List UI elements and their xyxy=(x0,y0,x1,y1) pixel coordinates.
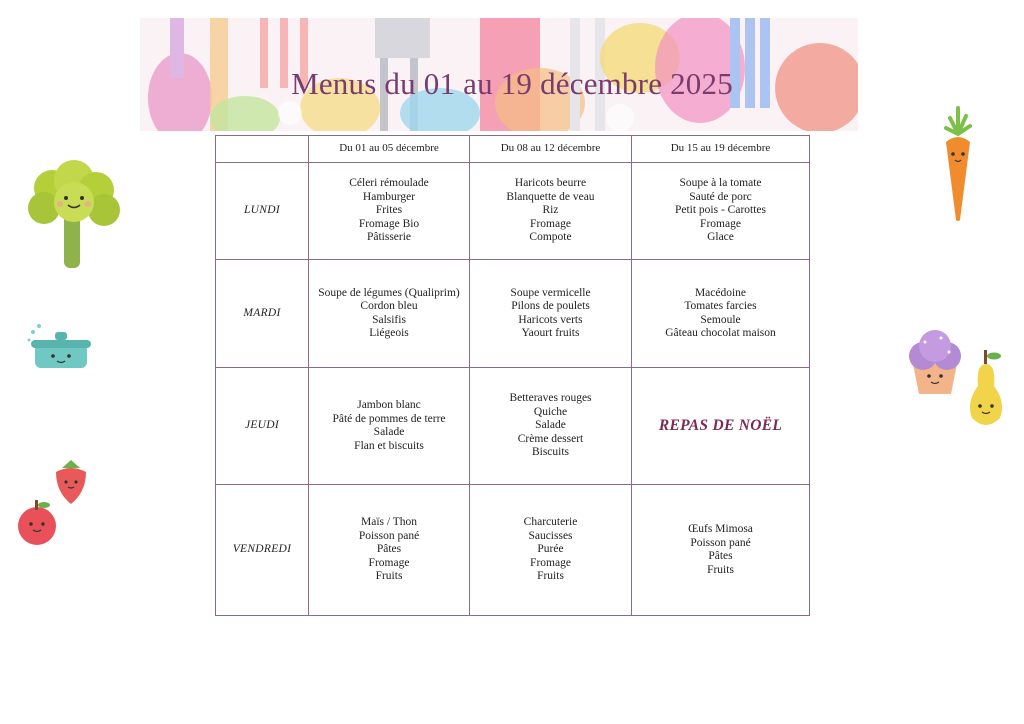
menu-item: Pilons de poulets xyxy=(511,300,590,312)
menu-item: Frites xyxy=(375,204,403,217)
apple-icon xyxy=(14,496,60,551)
menu-cell xyxy=(309,485,470,616)
menu-item: Pâté de pommes de terre xyxy=(332,412,446,425)
menu-item: Maïs / Thon xyxy=(360,516,417,529)
menu-item: Macédoine xyxy=(694,286,747,299)
cooking-pot-icon xyxy=(25,322,93,379)
menu-item: Fromage xyxy=(530,556,571,569)
menu-item: Salade xyxy=(373,426,405,438)
menu-cell xyxy=(470,260,632,368)
menu-item: Hamburger xyxy=(362,190,416,203)
menu-item: Flan et biscuits xyxy=(354,439,424,452)
menu-item: Semoule xyxy=(700,313,741,326)
table-header-row xyxy=(216,136,810,163)
menu-item: Fromage Bio xyxy=(358,217,420,230)
menu-item: Yaourt fruits xyxy=(521,327,580,339)
week-header: Du 15 au 19 décembre xyxy=(632,136,810,163)
menu-cell xyxy=(309,163,470,260)
menu-item: Fromage xyxy=(700,217,741,230)
menu-item: Fruits xyxy=(375,570,403,583)
cupcake-icon xyxy=(903,328,967,403)
menu-item: Céleri rémoulade xyxy=(349,177,429,190)
corner-cell xyxy=(216,136,309,163)
menu-item: Fromage xyxy=(530,217,571,230)
day-label: MARDI xyxy=(216,260,309,368)
menu-item: Crème dessert xyxy=(517,432,584,445)
menu-item: Poisson pané xyxy=(358,529,420,542)
menu-item: Salade xyxy=(535,419,566,432)
day-label: JEUDI xyxy=(216,368,309,485)
menu-item: Biscuits xyxy=(531,446,570,459)
menu-item: Liégeois xyxy=(369,327,409,339)
menu-cell xyxy=(632,368,810,485)
day-label: VENDREDI xyxy=(216,485,309,616)
menu-cell xyxy=(470,368,632,485)
menu-item: Riz xyxy=(542,204,559,217)
menu-cell xyxy=(470,485,632,616)
menu-item: Cordon bleu xyxy=(360,300,418,312)
menu-item: Pâtisserie xyxy=(366,231,412,244)
page-title: Menus du 01 au 19 décembre 2025 xyxy=(291,66,733,101)
menu-cell xyxy=(632,485,810,616)
menu-cell xyxy=(309,260,470,368)
broccoli-icon xyxy=(22,158,126,277)
menu-item: Pâtes xyxy=(376,543,402,556)
menu-table xyxy=(215,135,810,616)
table-row xyxy=(216,368,810,485)
menu-item: Soupe à la tomate xyxy=(679,177,762,190)
pear-icon xyxy=(964,346,1008,437)
week-header: Du 08 au 12 décembre xyxy=(470,136,632,163)
menu-item: Blanquette de veau xyxy=(506,190,595,203)
menu-item: Saucisses xyxy=(528,529,573,542)
menu-item: Soupe de légumes (Qualiprim) xyxy=(318,286,460,299)
menu-item: Salsifis xyxy=(372,313,406,326)
day-label: LUNDI xyxy=(216,163,309,260)
menu-item: Jambon blanc xyxy=(357,399,421,411)
menu-item: Pâtes xyxy=(708,550,733,562)
menu-item: Fruits xyxy=(537,570,564,583)
menu-item: Haricots beurre xyxy=(514,177,587,190)
christmas-meal-label: REPAS DE NOËL xyxy=(658,417,783,435)
menu-cell xyxy=(309,368,470,485)
menu-item: Tomates farcies xyxy=(684,300,757,312)
menu-item: Glace xyxy=(707,231,734,244)
table-row xyxy=(216,163,810,260)
week-header: Du 01 au 05 décembre xyxy=(309,136,470,163)
menu-item: Fromage xyxy=(368,556,410,569)
menu-item: Poisson pané xyxy=(690,536,751,549)
menu-item: Haricots verts xyxy=(518,313,583,326)
menu-item: Fruits xyxy=(707,563,734,576)
carrot-icon xyxy=(938,104,978,227)
menu-item: Gâteau chocolat maison xyxy=(665,327,776,339)
menu-cell xyxy=(632,260,810,368)
menu-item: Sauté de porc xyxy=(689,190,752,203)
menu-item: Purée xyxy=(537,543,564,556)
menu-item: Charcuterie xyxy=(523,516,578,529)
menu-item: Petit pois - Carottes xyxy=(674,204,767,217)
menu-item: Quiche xyxy=(533,405,568,418)
table-row xyxy=(216,485,810,616)
menu-cell xyxy=(632,163,810,260)
table-row xyxy=(216,260,810,368)
menu-cell xyxy=(470,163,632,260)
menu-item: Compote xyxy=(529,231,572,244)
menu-item: Œufs Mimosa xyxy=(688,523,753,535)
menu-item: Soupe vermicelle xyxy=(510,286,591,299)
menu-item: Betteraves rouges xyxy=(509,392,592,405)
